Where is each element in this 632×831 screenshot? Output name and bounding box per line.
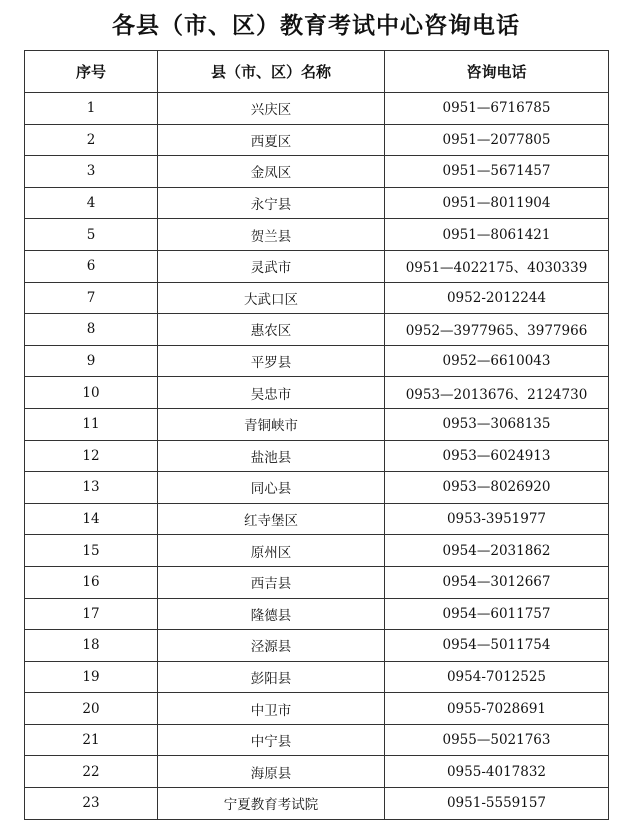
phone-number: 0954—3012667 <box>385 566 609 598</box>
row-number: 9 <box>25 345 158 377</box>
region-name: 泾源县 <box>158 630 385 662</box>
row-number: 8 <box>25 314 158 346</box>
row-number: 5 <box>25 219 158 251</box>
phone-number: 0954—5011754 <box>385 630 609 662</box>
phone-number: 0955-7028691 <box>385 693 609 725</box>
phone-number: 0954—6011757 <box>385 598 609 630</box>
row-number: 1 <box>25 93 158 125</box>
header-no: 序号 <box>25 51 158 93</box>
region-name: 红寺堡区 <box>158 503 385 535</box>
header-row <box>25 51 609 93</box>
row-number: 4 <box>25 187 158 219</box>
table-row <box>25 250 609 282</box>
region-name: 吴忠市 <box>158 377 385 409</box>
table-row <box>25 345 609 377</box>
table-row <box>25 503 609 535</box>
row-number: 11 <box>25 408 158 440</box>
region-name: 大武口区 <box>158 282 385 314</box>
row-number: 16 <box>25 566 158 598</box>
table-row <box>25 124 609 156</box>
region-name: 中卫市 <box>158 693 385 725</box>
table-row <box>25 187 609 219</box>
phone-number: 0952—6610043 <box>385 345 609 377</box>
table-row <box>25 788 609 820</box>
row-number: 10 <box>25 377 158 409</box>
header-name: 县（市、区）名称 <box>158 51 385 93</box>
contact-table <box>24 50 609 820</box>
table-header <box>25 51 609 93</box>
row-number: 3 <box>25 156 158 188</box>
phone-number: 0955—5021763 <box>385 724 609 756</box>
region-name: 西吉县 <box>158 566 385 598</box>
phone-number: 0953—6024913 <box>385 440 609 472</box>
table-row <box>25 535 609 567</box>
phone-number: 0953—2013676、2124730 <box>385 377 609 409</box>
row-number: 14 <box>25 503 158 535</box>
phone-number: 0951-5559157 <box>385 788 609 820</box>
region-name: 彭阳县 <box>158 661 385 693</box>
region-name: 西夏区 <box>158 124 385 156</box>
phone-number: 0953—3068135 <box>385 408 609 440</box>
page-title: 各县（市、区）教育考试中心咨询电话 <box>112 13 520 39</box>
row-number: 23 <box>25 788 158 820</box>
phone-number: 0951—5671457 <box>385 156 609 188</box>
table-row <box>25 219 609 251</box>
table-row <box>25 630 609 662</box>
region-name: 青铜峡市 <box>158 408 385 440</box>
table-row <box>25 724 609 756</box>
phone-number: 0951—8061421 <box>385 219 609 251</box>
region-name: 惠农区 <box>158 314 385 346</box>
phone-number: 0953—8026920 <box>385 472 609 504</box>
row-number: 17 <box>25 598 158 630</box>
row-number: 6 <box>25 250 158 282</box>
table-row <box>25 693 609 725</box>
table-row <box>25 598 609 630</box>
phone-number: 0953-3951977 <box>385 503 609 535</box>
region-name: 同心县 <box>158 472 385 504</box>
region-name: 海原县 <box>158 756 385 788</box>
phone-number: 0951—8011904 <box>385 187 609 219</box>
row-number: 7 <box>25 282 158 314</box>
row-number: 13 <box>25 472 158 504</box>
table-row <box>25 156 609 188</box>
region-name: 隆德县 <box>158 598 385 630</box>
region-name: 平罗县 <box>158 345 385 377</box>
phone-number: 0954—2031862 <box>385 535 609 567</box>
region-name: 金凤区 <box>158 156 385 188</box>
row-number: 18 <box>25 630 158 662</box>
region-name: 兴庆区 <box>158 93 385 125</box>
row-number: 12 <box>25 440 158 472</box>
region-name: 贺兰县 <box>158 219 385 251</box>
table-row <box>25 93 609 125</box>
region-name: 中宁县 <box>158 724 385 756</box>
row-number: 21 <box>25 724 158 756</box>
table-row <box>25 408 609 440</box>
table-row <box>25 756 609 788</box>
table-row <box>25 472 609 504</box>
row-number: 19 <box>25 661 158 693</box>
phone-number: 0952—3977965、3977966 <box>385 314 609 346</box>
table-body <box>25 93 609 820</box>
phone-number: 0951—6716785 <box>385 93 609 125</box>
row-number: 20 <box>25 693 158 725</box>
row-number: 15 <box>25 535 158 567</box>
phone-number: 0951—2077805 <box>385 124 609 156</box>
phone-number: 0951—4022175、4030339 <box>385 250 609 282</box>
region-name: 永宁县 <box>158 187 385 219</box>
phone-number: 0954-7012525 <box>385 661 609 693</box>
table-row <box>25 377 609 409</box>
row-number: 22 <box>25 756 158 788</box>
region-name: 灵武市 <box>158 250 385 282</box>
region-name: 盐池县 <box>158 440 385 472</box>
table-row <box>25 314 609 346</box>
row-number: 2 <box>25 124 158 156</box>
region-name: 宁夏教育考试院 <box>158 788 385 820</box>
phone-number: 0952-2012244 <box>385 282 609 314</box>
table-row <box>25 661 609 693</box>
region-name: 原州区 <box>158 535 385 567</box>
phone-number: 0955-4017832 <box>385 756 609 788</box>
table-row <box>25 282 609 314</box>
header-phone: 咨询电话 <box>385 51 609 93</box>
table-row <box>25 566 609 598</box>
table-row <box>25 440 609 472</box>
